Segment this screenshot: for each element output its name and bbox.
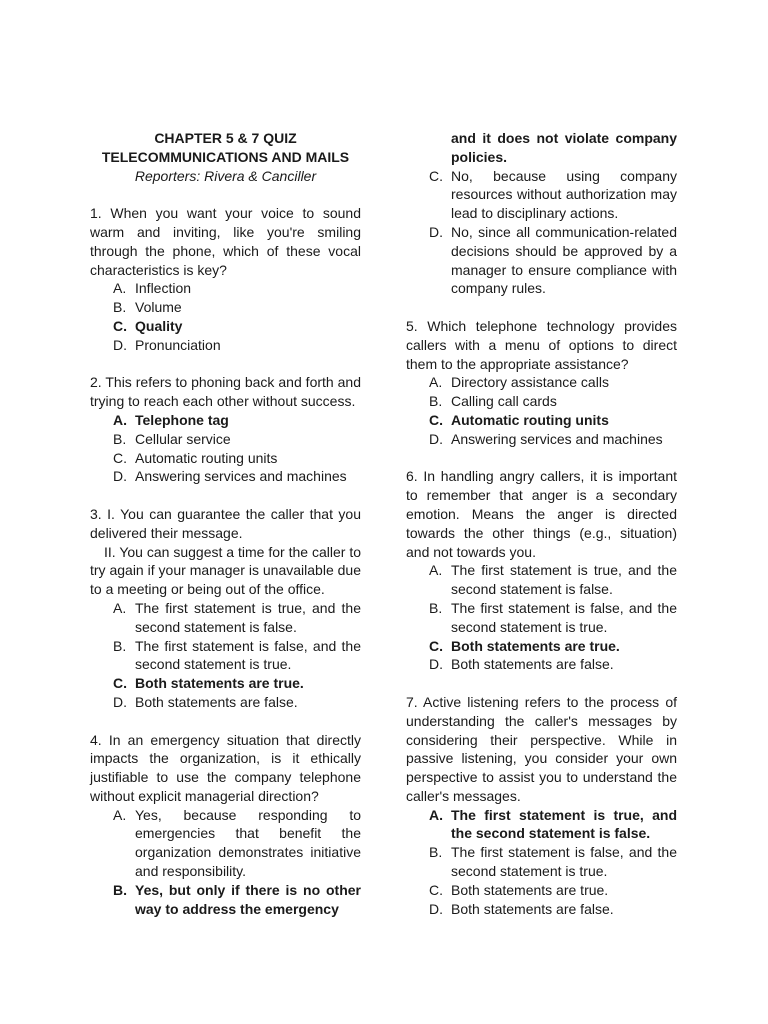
question-4-stem: 4. In an emergency situation that directly impacts the organization, is it ethically justifiable to use the company telephone without explicit managerial direction? [90,731,361,804]
question-3-option-d: D. Both statements are false. [113,693,298,710]
question-7-option-b: B. The first statement is false, and the second statement is true. [429,844,677,880]
question-4-options-part-1 [90,806,361,919]
question-2 [90,373,361,486]
question-6-option-c: C. Both statements are true. [429,637,620,654]
question-1-option-d: D. Pronunciation [113,336,221,353]
question-7-option-d: D. Both statements are false. [429,900,614,917]
question-2-options [90,411,361,486]
question-1-stem: 1. When you want your voice to sound warm and inviting, like you're smiling through the phone, which of these vocal characteristics is key? [90,205,361,278]
question-4-options-part-2 [406,167,677,299]
question-2-stem: 2. This refers to phoning back and forth and trying to reach each other without success. [90,374,361,410]
question-6-option-d: D. Both statements are false. [429,656,614,673]
question-7-option-c: C. Both statements are true. [429,881,609,898]
question-2-option-c: C. Automatic routing units [113,449,278,466]
question-7-option-a: A. The first statement is true, and the second statement is false. [429,806,677,842]
question-5-option-b: B. Calling call cards [429,393,557,410]
question-4-option-b-continued: and it does not violate company policies. [451,130,677,165]
question-4-option-a: A. Yes, because responding to emergencies that benefit the organization demonstrates initiative and responsibility. [113,806,361,880]
question-5-option-c: C. Automatic routing units [429,411,609,428]
question-7-options [406,806,677,919]
question-1-options [90,279,361,354]
question-4-option-c: C. No, because using company resources without authorization may lead to disciplinary actions. [429,167,677,222]
question-5-option-a: A. Directory assistance calls [429,374,609,391]
title-line-1: CHAPTER 5 & 7 QUIZ [154,130,297,146]
right-column [406,129,677,918]
question-4 [90,731,361,919]
question-5-option-d: D. Answering services and machines [429,430,663,447]
question-3-option-a: A. The first statement is true, and the second statement is false. [113,599,361,635]
question-3-statement-2: II. You can suggest a time for the caller to try again if your manager is unavailable due to a meeting or being out of the office. [90,543,361,598]
question-3-statement-1: 3. I. You can guarantee the caller that you delivered their message. [90,505,361,541]
question-6-option-b: B. The first statement is false, and the second statement is true. [429,599,677,635]
question-1-option-b: B. Volume [113,299,182,316]
left-column [90,129,361,918]
question-1-option-c: C. Quality [113,317,183,334]
title-line-2: TELECOMMUNICATIONS AND MAILS [101,148,350,165]
question-3-options [90,599,361,712]
question-2-option-b: B. Cellular service [113,430,231,447]
question-4-option-b: B. Yes, but only if there is no other way to address the emergency [113,881,361,917]
question-1 [90,204,361,354]
question-2-option-d: D. Answering services and machines [113,468,347,485]
question-2-option-a: A. Telephone tag [113,411,229,428]
question-3-option-c: C. Both statements are true. [113,675,304,692]
question-5 [406,317,677,449]
question-6-options [406,561,677,674]
question-6-stem: 6. In handling angry callers, it is important to remember that anger is a secondary emotion. Means the anger is directed towards the other things (e.g., situation) and not towards you. [406,468,677,560]
question-5-options [406,373,677,448]
question-7 [406,693,677,919]
question-1-option-a: A. Inflection [113,280,192,297]
question-7-stem: 7. Active listening refers to the process of understanding the caller's messages by considering their perspective. While in passive listening, you consider your own perspective to assist you to understand the caller's messages. [406,693,677,804]
question-5-stem: 5. Which telephone technology provides callers with a menu of options to direct them to the appropriate assistance? [406,317,677,372]
question-3-option-b: B. The first statement is false, and the second statement is true. [113,637,361,673]
question-4-option-d: D. No, since all communication-related decisions should be approved by a manager to ensure compliance with company rules. [429,223,677,297]
reporters-line: Reporters: Rivera & Canciller [134,167,317,184]
question-6-option-a: A. The first statement is true, and the second statement is false. [429,562,677,598]
question-6 [406,467,677,674]
question-3 [90,505,361,712]
